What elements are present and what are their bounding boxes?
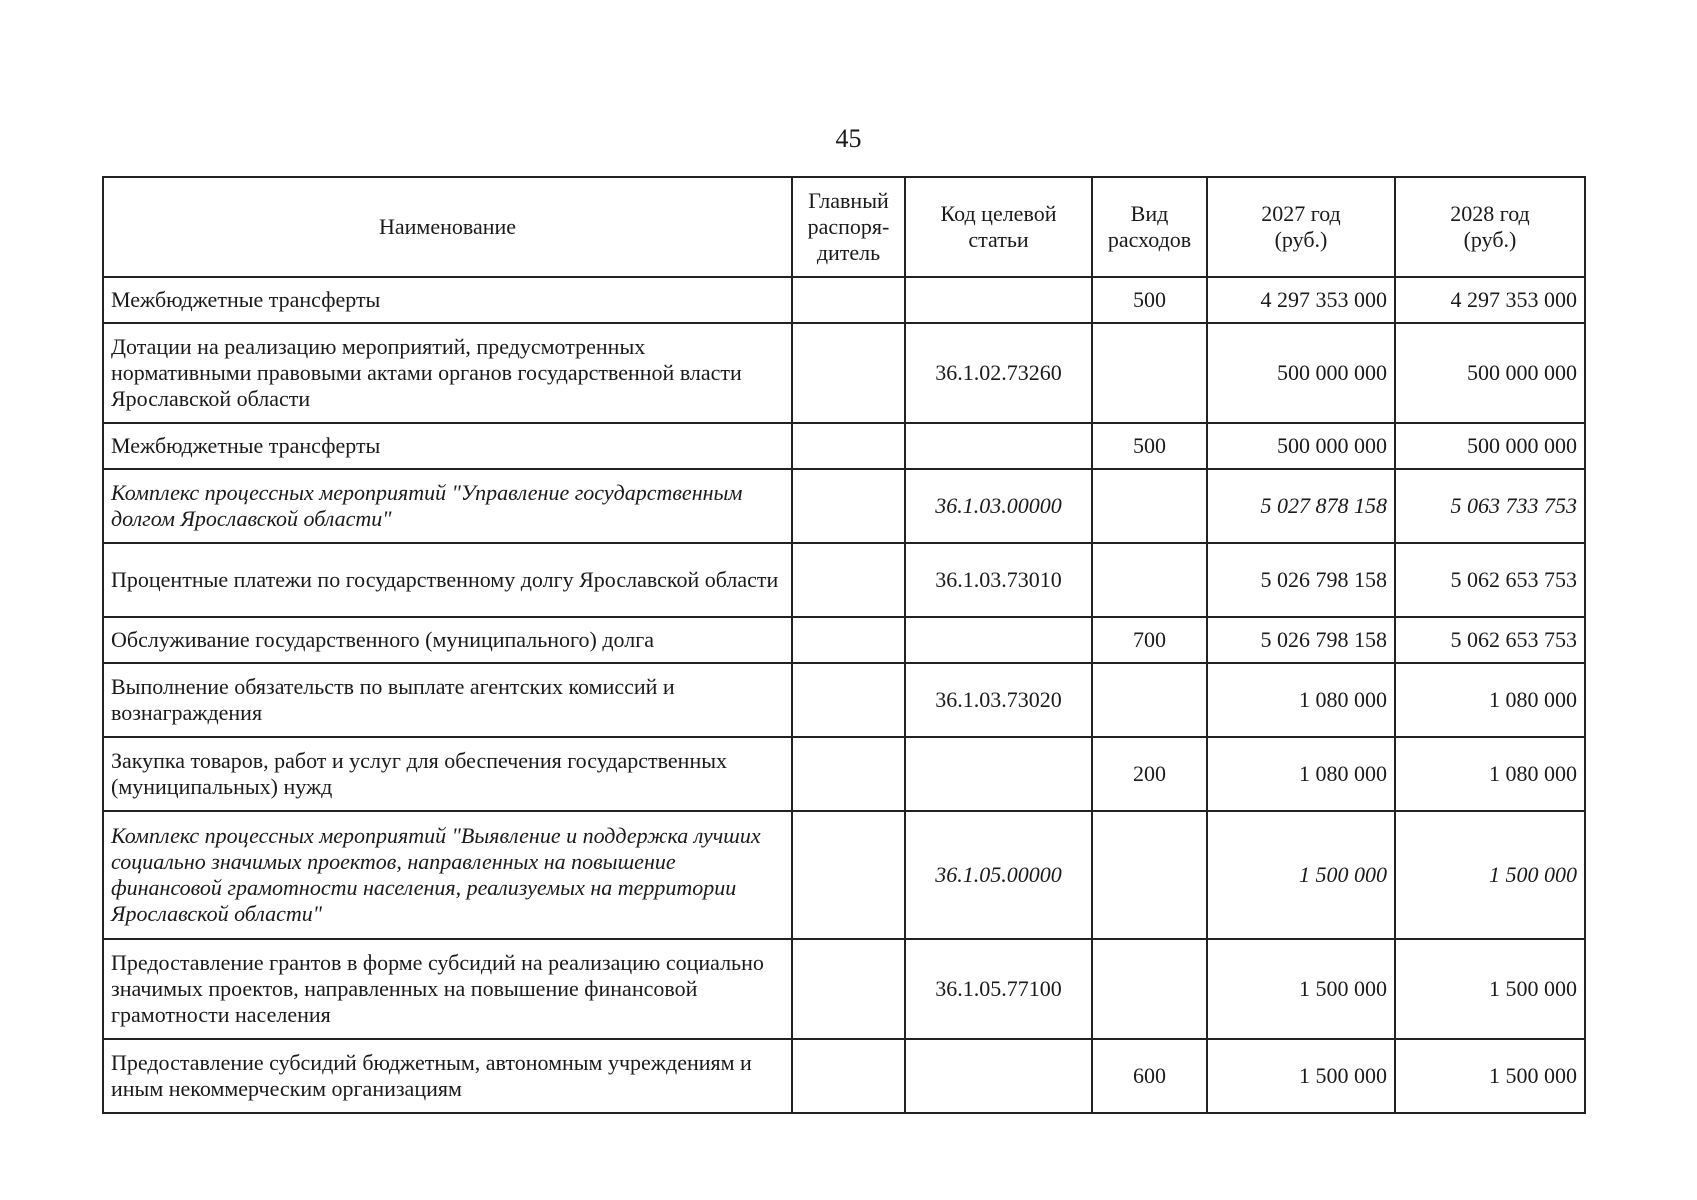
- header-main-manager-line: распоря-: [807, 214, 890, 239]
- cell-target-code: [905, 737, 1092, 811]
- cell-expense-kind: 500: [1092, 277, 1207, 323]
- budget-table: [102, 176, 1586, 1114]
- table-row: [103, 277, 1585, 323]
- cell-main-manager: [792, 277, 905, 323]
- cell-amount-2028: 1 080 000: [1395, 663, 1585, 737]
- cell-main-manager: [792, 617, 905, 663]
- header-year-2028-line: (руб.): [1463, 227, 1517, 252]
- table-row: [103, 737, 1585, 811]
- header-main-manager-line: дитель: [816, 240, 881, 265]
- cell-main-manager: [792, 469, 905, 543]
- cell-amount-2027: 1 080 000: [1207, 737, 1395, 811]
- cell-target-code: [905, 1039, 1092, 1113]
- cell-expense-kind: 600: [1092, 1039, 1207, 1113]
- header-expense-kind-line: Вид: [1130, 201, 1169, 226]
- header-year-2027-line: (руб.): [1274, 227, 1328, 252]
- cell-main-manager: [792, 543, 905, 617]
- header-name: Наименование: [103, 177, 792, 277]
- table-row: [103, 469, 1585, 543]
- cell-amount-2028: 500 000 000: [1395, 323, 1585, 423]
- cell-name: Межбюджетные трансферты: [103, 423, 792, 469]
- cell-amount-2028: 1 500 000: [1395, 811, 1585, 939]
- cell-expense-kind: [1092, 811, 1207, 939]
- cell-expense-kind: 700: [1092, 617, 1207, 663]
- header-year-2027-line: 2027 год: [1261, 201, 1341, 226]
- cell-amount-2027: 500 000 000: [1207, 323, 1395, 423]
- cell-amount-2028: 1 500 000: [1395, 939, 1585, 1039]
- table-row: [103, 939, 1585, 1039]
- header-main-manager-line: Главный: [808, 188, 889, 213]
- cell-main-manager: [792, 663, 905, 737]
- cell-main-manager: [792, 811, 905, 939]
- header-year-2028: [1395, 177, 1585, 277]
- header-expense-kind-line: расходов: [1107, 227, 1192, 252]
- cell-amount-2027: 1 500 000: [1207, 939, 1395, 1039]
- cell-target-code: 36.1.03.73010: [905, 543, 1092, 617]
- header-year-2028-line: 2028 год: [1450, 201, 1530, 226]
- table-row: [103, 663, 1585, 737]
- cell-amount-2028: 5 063 733 753: [1395, 469, 1585, 543]
- cell-target-code: 36.1.03.73020: [905, 663, 1092, 737]
- cell-name: Предоставление грантов в форме субсидий на реализацию социально значимых проектов, направленных на повышение финансовой грамотности населения: [103, 939, 792, 1039]
- cell-main-manager: [792, 423, 905, 469]
- cell-name: Процентные платежи по государственному долгу Ярославской области: [103, 543, 792, 617]
- cell-target-code: 36.1.03.00000: [905, 469, 1092, 543]
- cell-amount-2027: 500 000 000: [1207, 423, 1395, 469]
- cell-expense-kind: 200: [1092, 737, 1207, 811]
- cell-main-manager: [792, 939, 905, 1039]
- cell-expense-kind: [1092, 323, 1207, 423]
- cell-main-manager: [792, 737, 905, 811]
- cell-amount-2028: 5 062 653 753: [1395, 543, 1585, 617]
- cell-expense-kind: [1092, 543, 1207, 617]
- cell-target-code: 36.1.05.00000: [905, 811, 1092, 939]
- cell-target-code: [905, 277, 1092, 323]
- cell-name: Обслуживание государственного (муниципального) долга: [103, 617, 792, 663]
- cell-amount-2028: 500 000 000: [1395, 423, 1585, 469]
- cell-amount-2028: 1 080 000: [1395, 737, 1585, 811]
- cell-amount-2027: 1 500 000: [1207, 1039, 1395, 1113]
- table-row: [103, 543, 1585, 617]
- cell-main-manager: [792, 1039, 905, 1113]
- table-row: [103, 617, 1585, 663]
- header-target-code: [905, 177, 1092, 277]
- cell-amount-2027: 5 026 798 158: [1207, 617, 1395, 663]
- cell-amount-2027: 1 080 000: [1207, 663, 1395, 737]
- cell-name: Комплекс процессных мероприятий "Выявление и поддержка лучших социально значимых проектов, направленных на повышение финансовой грамотности населения, реализуемых на территории Ярославской области": [103, 811, 792, 939]
- header-target-code-line: Код целевой: [940, 201, 1057, 226]
- header-year-2027: [1207, 177, 1395, 277]
- table-row: [103, 323, 1585, 423]
- cell-amount-2028: 5 062 653 753: [1395, 617, 1585, 663]
- cell-amount-2027: 5 026 798 158: [1207, 543, 1395, 617]
- header-main-manager: [792, 177, 905, 277]
- cell-target-code: [905, 617, 1092, 663]
- cell-amount-2028: 4 297 353 000: [1395, 277, 1585, 323]
- cell-name: Комплекс процессных мероприятий "Управление государственным долгом Ярославской области": [103, 469, 792, 543]
- cell-expense-kind: [1092, 469, 1207, 543]
- cell-amount-2028: 1 500 000: [1395, 1039, 1585, 1113]
- cell-name: Закупка товаров, работ и услуг для обеспечения государственных (муниципальных) нужд: [103, 737, 792, 811]
- cell-target-code: 36.1.02.73260: [905, 323, 1092, 423]
- cell-target-code: 36.1.05.77100: [905, 939, 1092, 1039]
- cell-expense-kind: [1092, 939, 1207, 1039]
- cell-amount-2027: 1 500 000: [1207, 811, 1395, 939]
- cell-name: Выполнение обязательств по выплате агентских комиссий и вознаграждения: [103, 663, 792, 737]
- table-row: [103, 1039, 1585, 1113]
- header-target-code-line: статьи: [968, 227, 1029, 252]
- cell-amount-2027: 5 027 878 158: [1207, 469, 1395, 543]
- table-row: [103, 811, 1585, 939]
- cell-expense-kind: 500: [1092, 423, 1207, 469]
- cell-name: Предоставление субсидий бюджетным, автономным учреждениям и иным некоммерческим организациям: [103, 1039, 792, 1113]
- page-number: 45: [835, 124, 862, 153]
- cell-amount-2027: 4 297 353 000: [1207, 277, 1395, 323]
- table-header-row: [103, 177, 1585, 277]
- cell-name: Межбюджетные трансферты: [103, 277, 792, 323]
- cell-target-code: [905, 423, 1092, 469]
- cell-expense-kind: [1092, 663, 1207, 737]
- cell-name: Дотации на реализацию мероприятий, предусмотренных нормативными правовыми актами органов государственной власти Ярославской области: [103, 323, 792, 423]
- table-row: [103, 423, 1585, 469]
- cell-main-manager: [792, 323, 905, 423]
- header-expense-kind: [1092, 177, 1207, 277]
